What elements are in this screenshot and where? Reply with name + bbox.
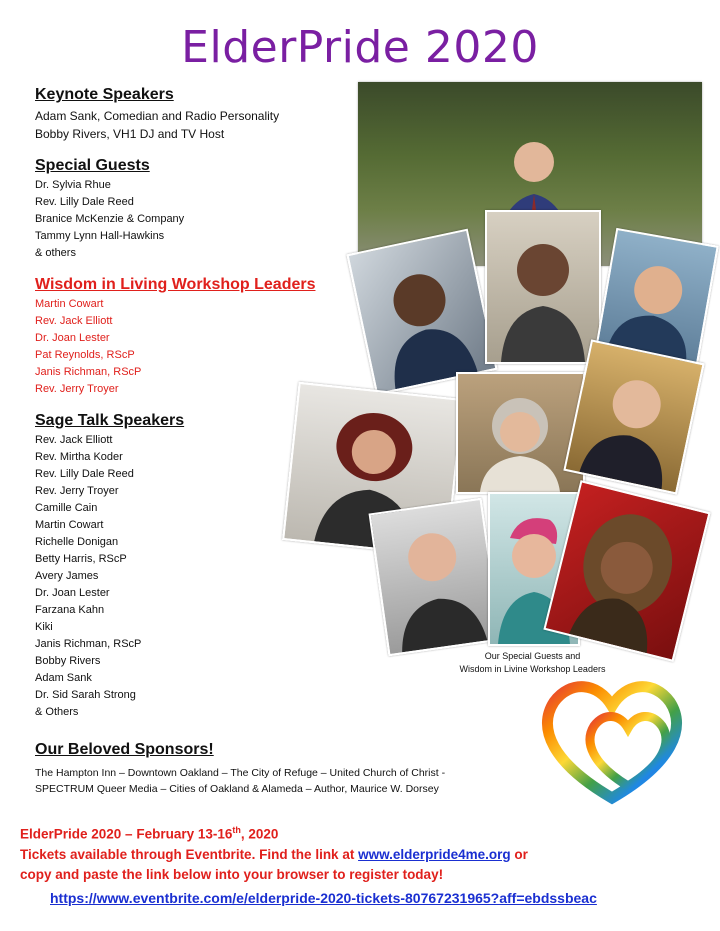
list-item: Rev. Jerry Troyer — [35, 383, 119, 395]
list-item: Bobby Rivers, VH1 DJ and TV Host — [35, 126, 225, 141]
page-title: ElderPride 2020 — [181, 22, 539, 73]
list-item: Camille Cain — [35, 502, 98, 514]
list-item: Pat Reynolds, RScP — [35, 349, 135, 361]
speaker-photo-2 — [485, 210, 601, 364]
event-info — [20, 820, 710, 885]
sage-talk-list — [35, 432, 141, 721]
special-guests-heading: Special Guests — [35, 157, 150, 174]
tickets-line: Tickets available through Eventbrite. Find the link at www.elderpride4me.org or — [20, 846, 528, 862]
list-item: Farzana Kahn — [35, 604, 105, 616]
list-item: Branice McKenzie & Company — [35, 213, 185, 225]
list-item: Janis Richman, RScP — [35, 366, 142, 378]
list-item: Betty Harris, RScP — [35, 553, 127, 565]
list-item: Adam Sank, Comedian and Radio Personality — [35, 109, 280, 123]
sponsors-text: The Hampton Inn – Downtown Oakland – The City of Refuge – United Church of Christ - SPECTRUM Queer Media – Cities of Oakland & Alameda – Author, Maurice W. Dorsey — [35, 767, 446, 795]
photo-caption: Our Special Guests and Wisdom in Livine Workshop Leaders — [459, 651, 606, 674]
heart-icon — [532, 668, 692, 810]
list-item: Richelle Donigan — [35, 536, 119, 548]
list-item: Rev. Lilly Dale Reed — [35, 196, 134, 208]
list-item: Avery James — [35, 570, 99, 582]
list-item: Bobby Rivers — [35, 655, 101, 667]
instructions-line: copy and paste the link below into your browser to register today! — [20, 866, 444, 882]
list-item: & others — [35, 247, 76, 259]
keynote-heading: Keynote Speakers — [35, 86, 174, 103]
list-item: Rev. Mirtha Koder — [35, 451, 123, 463]
list-item: Martin Cowart — [35, 519, 104, 531]
list-item: Dr. Joan Lester — [35, 332, 110, 344]
list-item: & Others — [35, 706, 79, 718]
list-item: Dr. Sid Sarah Strong — [35, 689, 136, 701]
list-item: Dr. Sylvia Rhue — [35, 179, 111, 191]
keynote-list — [35, 108, 279, 143]
website-link[interactable]: www.elderpride4me.org — [358, 846, 511, 862]
speaker-photo-5 — [456, 372, 585, 494]
workshop-list — [35, 296, 141, 398]
list-item: Rev. Jack Elliott — [35, 434, 113, 446]
list-item: Rev. Jerry Troyer — [35, 485, 119, 497]
list-item: Adam Sank — [35, 672, 92, 684]
list-item: Rev. Jack Elliott — [35, 315, 113, 327]
rainbow-hearts-logo — [532, 668, 692, 810]
sponsors-heading: Our Beloved Sponsors! — [35, 741, 214, 758]
workshop-heading: Wisdom in Living Workshop Leaders — [35, 276, 316, 293]
list-item: Martin Cowart — [35, 298, 104, 310]
speaker-photo-7 — [369, 498, 502, 656]
list-item: Dr. Joan Lester — [35, 587, 110, 599]
list-item: Rev. Lilly Dale Reed — [35, 468, 134, 480]
list-item: Kiki — [35, 621, 53, 633]
event-dates: ElderPride 2020 – February 13-16th, 2020 — [20, 825, 279, 842]
list-item: Janis Richman, RScP — [35, 638, 142, 650]
list-item: Tammy Lynn Hall-Hawkins — [35, 230, 165, 242]
eventbrite-link[interactable]: https://www.eventbrite.com/e/elderpride-2020-tickets-80767231965?aff=ebdssbeac — [50, 890, 597, 906]
special-guests-list — [35, 177, 184, 262]
sage-talk-heading: Sage Talk Speakers — [35, 412, 185, 429]
